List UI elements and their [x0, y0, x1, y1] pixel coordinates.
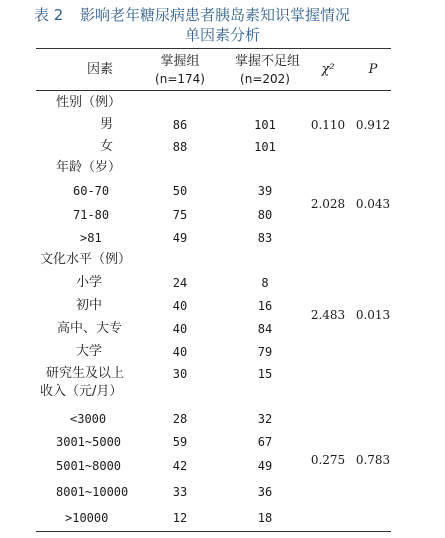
- row-label: 高中、大专: [57, 321, 123, 336]
- row-value-contrast: 80: [257, 208, 273, 222]
- header-control-n: (n=174): [155, 72, 205, 86]
- header-chi-square: χ²: [321, 62, 335, 77]
- row-label: <3000: [70, 412, 107, 426]
- group-heading: 性别（例）: [56, 95, 122, 110]
- row-value-contrast: 32: [257, 412, 273, 426]
- p-value: 0.013: [355, 308, 391, 322]
- row-value-contrast: 101: [254, 118, 276, 132]
- row-value-control: 75: [172, 208, 188, 222]
- group-heading: 收入（元/月）: [40, 384, 123, 399]
- p-value: 0.783: [355, 453, 391, 467]
- header-contrast-n: (n=202): [240, 72, 290, 86]
- row-value-control: 30: [172, 367, 188, 381]
- row-value-contrast: 67: [257, 435, 273, 449]
- chi-square-value: 2.028: [310, 197, 346, 211]
- row-value-control: 40: [172, 322, 188, 336]
- p-value: 0.043: [355, 197, 391, 211]
- row-value-contrast: 39: [257, 184, 273, 198]
- table-title-continued: 单因素分析: [184, 26, 260, 44]
- row-label: 小学: [76, 275, 103, 290]
- header-control: 掌握组: [160, 54, 200, 69]
- chi-square-value: 0.275: [310, 453, 346, 467]
- table-label: 表 2: [34, 6, 64, 24]
- row-value-contrast: 36: [257, 485, 273, 499]
- header-factor: 因素: [86, 62, 113, 77]
- row-value-control: 12: [172, 511, 188, 525]
- p-value: 0.912: [355, 118, 391, 132]
- row-label: 女: [100, 139, 114, 154]
- row-label: >81: [80, 231, 102, 245]
- header-p-value: P: [368, 62, 378, 77]
- row-label: >10000: [65, 511, 109, 525]
- row-value-control: 50: [172, 184, 188, 198]
- row-value-contrast: 79: [257, 345, 273, 359]
- table-title: 影响老年糖尿病患者胰岛素知识掌握情况: [80, 6, 351, 24]
- top-rule: [36, 48, 391, 49]
- row-value-contrast: 18: [257, 511, 273, 525]
- row-label: 8001~10000: [56, 485, 129, 499]
- row-value-contrast: 101: [254, 140, 276, 154]
- row-value-control: 40: [172, 345, 188, 359]
- row-value-control: 88: [172, 140, 188, 154]
- header-rule: [36, 90, 391, 91]
- row-value-contrast: 83: [257, 231, 273, 245]
- row-value-control: 59: [172, 435, 188, 449]
- group-heading: 文化水平（例）: [40, 252, 132, 267]
- chi-square-value: 0.110: [310, 118, 346, 132]
- row-value-contrast: 49: [257, 459, 273, 473]
- row-label: 初中: [76, 298, 103, 313]
- row-value-control: 28: [172, 412, 188, 426]
- row-value-control: 86: [172, 118, 188, 132]
- row-value-control: 24: [172, 276, 188, 290]
- row-label: 60-70: [73, 184, 110, 198]
- row-value-contrast: 8: [261, 276, 269, 290]
- row-label: 3001~5000: [56, 435, 122, 449]
- row-value-control: 33: [172, 485, 188, 499]
- row-value-control: 49: [172, 231, 188, 245]
- chi-square-value: 2.483: [310, 308, 346, 322]
- row-label: 大学: [76, 344, 103, 359]
- bottom-rule: [36, 531, 391, 532]
- group-heading: 年龄（岁）: [56, 160, 122, 175]
- row-label: 研究生及以上: [46, 366, 125, 381]
- row-value-contrast: 15: [257, 367, 273, 381]
- row-label: 男: [100, 117, 114, 132]
- row-value-control: 42: [172, 459, 188, 473]
- row-value-contrast: 84: [257, 322, 273, 336]
- header-contrast: 掌握不足组: [235, 54, 301, 69]
- row-value-control: 40: [172, 299, 188, 313]
- row-value-contrast: 16: [257, 299, 273, 313]
- row-label: 71-80: [73, 208, 110, 222]
- row-label: 5001~8000: [56, 459, 122, 473]
